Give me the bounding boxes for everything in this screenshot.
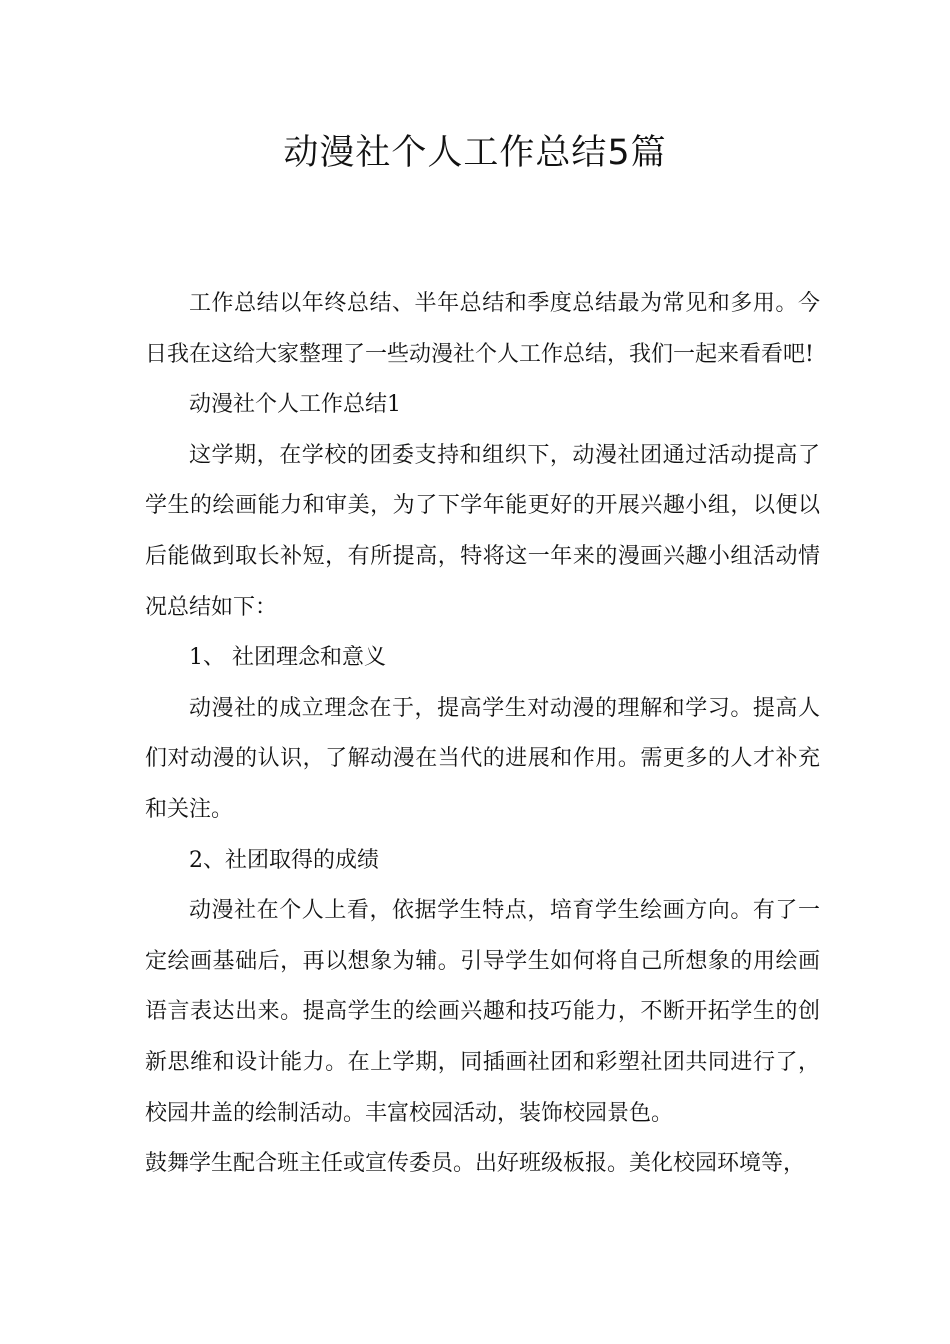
subheading-club-concept: 1、 社团理念和意义 [189, 645, 386, 671]
section-heading-summary-1: 动漫社个人工作总结1 [189, 392, 401, 418]
summary-1-intro-paragraph: 这学期，在学校的团委支持和组织下，动漫社团通过活动提高了学生的绘画能力和审美，为了下学年能更好的开展兴趣小组，以便以后能做到取长补短，有所提高，特将这一年来的漫画兴趣小组活动情况总结如下： [145, 442, 820, 620]
club-concept-paragraph: 动漫社的成立理念在于，提高学生对动漫的理解和学习。提高人们对动漫的认识，了解动漫在当代的进展和作用。需更多的人才补充和关注。 [145, 695, 820, 822]
club-achievements-paragraph: 动漫社在个人上看，依据学生特点，培育学生绘画方向。有了一定绘画基础后，再以想象为辅。引导学生如何将自己所想象的用绘画语言表达出来。提高学生的绘画兴趣和技巧能力，不断开拓学生的创新思维和设计能力。在上学期，同插画社团和彩塑社团共同进行了，校园井盖的绘制活动。丰富校园活动，装饰校园景色。 [145, 898, 820, 1126]
subheading-club-achievements: 2、社团取得的成绩 [189, 847, 379, 873]
document-body [145, 279, 820, 1190]
continuation-paragraph: 鼓舞学生配合班主任或宣传委员。出好班级板报。美化校园环境等， [145, 1151, 806, 1177]
intro-paragraph: 工作总结以年终总结、半年总结和季度总结最为常见和多用。今日我在这给大家整理了一些动漫社个人工作总结，我们一起来看看吧! [145, 291, 820, 367]
document-title: 动漫社个人工作总结5篇 [283, 133, 667, 173]
